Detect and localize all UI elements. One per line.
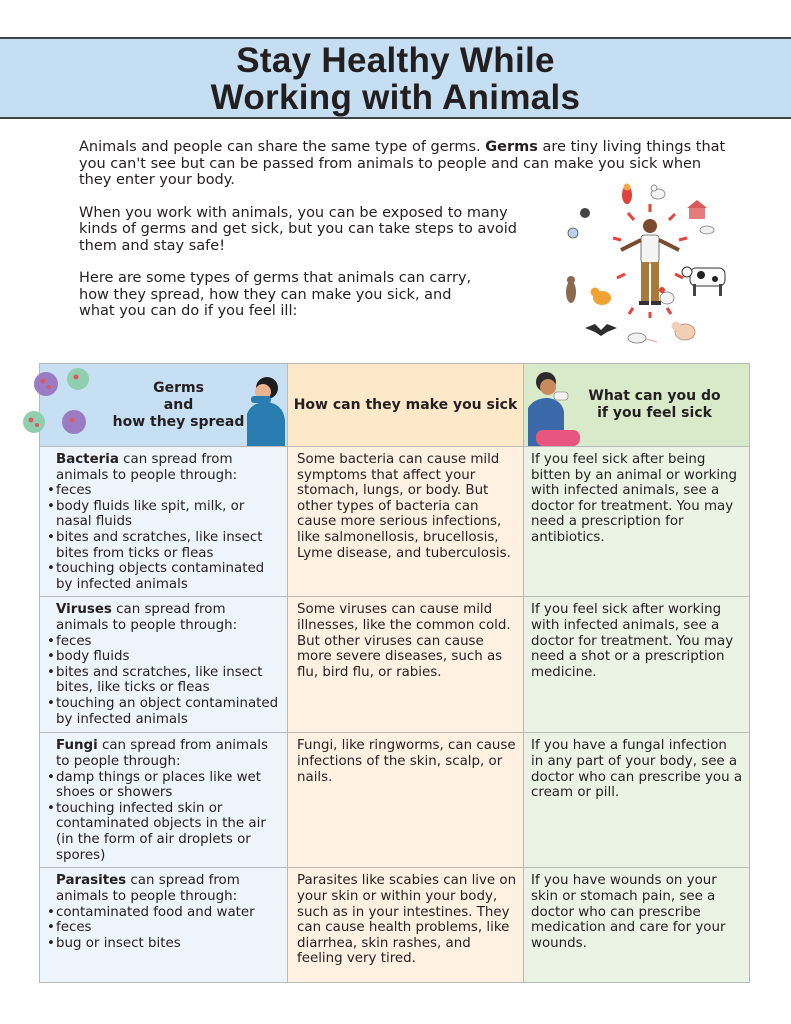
rooster-icon xyxy=(659,287,674,304)
page-title xyxy=(0,39,791,116)
cat-icon xyxy=(566,276,576,303)
action-text: If you have a fungal infection in any part of your body, see a doctor who can prescribe you a cream or pill. xyxy=(531,738,743,801)
list-item: • contaminated food and water xyxy=(47,905,281,921)
person-icon xyxy=(621,219,679,305)
action-text: If you feel sick after working with infected animals, see a doctor for treatment. You may need a shot or a prescription medicine. xyxy=(531,602,734,680)
coughing-person-icon xyxy=(241,370,287,446)
germs-table xyxy=(39,363,750,983)
list-item: • touching infected skin or contaminated objects in the air (in the form of air droplets or spores) xyxy=(47,801,281,863)
spread-text: can spread from animals to people through: xyxy=(56,602,238,633)
header-germs xyxy=(40,364,288,447)
pig-icon xyxy=(672,322,696,341)
germ-name: Bacteria xyxy=(56,452,119,467)
action-text: If you have wounds on your skin or stomach pain, see a doctor who can prescribe medication and care for your wounds. xyxy=(531,873,726,951)
duck-icon xyxy=(651,185,665,199)
sick-person-icon xyxy=(524,368,580,446)
title-banner xyxy=(0,37,791,119)
action-cell-viruses xyxy=(524,597,750,733)
parrot-icon xyxy=(622,184,632,205)
header-what-line-2: if you feel sick xyxy=(597,405,712,421)
sick-cell-fungi xyxy=(288,733,524,868)
intro-paragraph-3: Here are some types of germs that animals can carry, how they spread, how they can make you sick, and what you can do if you feel ill: xyxy=(79,270,472,319)
title-line-1: Stay Healthy While xyxy=(236,41,555,80)
list-item: • feces xyxy=(47,634,281,650)
spread-text: can spread from animals to people through: xyxy=(56,873,240,904)
table-row xyxy=(40,868,750,983)
bug-icon xyxy=(580,208,590,218)
table-row xyxy=(40,597,750,733)
spread-text: can spread from animals to people through: xyxy=(56,452,238,483)
action-cell-fungi xyxy=(524,733,750,868)
germ-name: Parasites xyxy=(56,873,127,889)
spread-lead xyxy=(56,738,281,769)
spread-lead xyxy=(56,602,281,633)
sick-text: Parasites like scabies can live on your skin or within your body, such as in your intestines. They can cause health problems, like diarrhea, skin rashes, and feeling very tired. xyxy=(297,873,517,967)
action-text: If you feel sick after being bitten by an animal or working with infected animals, see a doctor for treatment. You may need a prescription for antibiotics. xyxy=(531,452,738,545)
intro-paragraph-2: When you work with animals, you can be exposed to many kinds of germs and get sick, but you can take steps to avoid them and stay safe! xyxy=(79,204,518,254)
sick-cell-viruses xyxy=(288,597,524,733)
spread-list xyxy=(47,634,281,728)
header-germs-line-3: how they spread xyxy=(112,413,245,430)
sick-cell-bacteria xyxy=(288,447,524,597)
hamster-icon xyxy=(700,226,714,234)
header-how-sick xyxy=(288,364,524,447)
sick-text: Fungi, like ringworms, can cause infections of the skin, scalp, or nails. xyxy=(297,738,516,785)
list-item: • damp things or places like wet shoes or showers xyxy=(47,770,281,801)
germ-name: Viruses xyxy=(56,602,112,618)
rat-icon xyxy=(628,333,657,343)
spread-cell-viruses xyxy=(40,597,288,733)
header-germs-line-2: and xyxy=(163,396,194,413)
header-germs-line-1: Germs xyxy=(153,379,204,396)
spread-list xyxy=(47,483,281,592)
spread-lead xyxy=(56,873,281,904)
mosquito-icon xyxy=(568,228,578,238)
spread-cell-bacteria xyxy=(40,447,288,597)
spread-text: can spread from animals to people through: xyxy=(56,738,268,769)
spread-cell-fungi xyxy=(40,733,288,868)
spread-list xyxy=(47,905,281,952)
germ-name: Fungi xyxy=(56,738,98,754)
header-what-line-1: What can you do xyxy=(588,388,721,404)
animals-illustration xyxy=(555,180,745,360)
header-how-sick-text: How can they make you sick xyxy=(293,396,518,413)
list-item: • feces xyxy=(47,920,281,936)
intro-text: Animals and people can share the same type of germs. xyxy=(79,139,486,155)
spread-list xyxy=(47,770,281,864)
orange-cat-icon xyxy=(591,288,612,306)
germ-cluster-icon xyxy=(18,364,103,446)
list-item: • bug or insect bites xyxy=(47,936,281,952)
barn-icon xyxy=(687,200,707,219)
list-item: • touching an object contaminated by infected animals xyxy=(47,696,281,727)
sick-text: Some viruses can cause mild illnesses, like the common cold. But other viruses can cause more severe diseases, such as flu, bird flu, or rabies. xyxy=(297,602,511,680)
list-item: • body fluids like spit, milk, or nasal fluids xyxy=(47,499,281,530)
list-item: • bites and scratches, like insect bites from ticks or fleas xyxy=(47,530,281,561)
list-item: • touching objects contaminated by infected animals xyxy=(47,561,281,592)
spread-cell-parasites xyxy=(40,868,288,983)
list-item: • bites and scratches, like insect bites, like ticks or fleas xyxy=(47,665,281,696)
action-cell-parasites xyxy=(524,868,750,983)
intro-bold-term: Germs xyxy=(485,139,538,155)
header-what-to-do xyxy=(524,364,750,447)
list-item: • body fluids xyxy=(47,649,281,665)
title-line-2: Working with Animals xyxy=(210,78,581,117)
bat-icon xyxy=(585,324,617,336)
sick-text: Some bacteria can cause mild symptoms that affect your stomach, lungs, or body. But other types of bacteria can cause more serious infections, like salmonellosis, brucellosis, Lyme disease, and tuberculosis. xyxy=(297,452,511,561)
sick-cell-parasites xyxy=(288,868,524,983)
intro-text: are tiny living things that you can't see but can be passed from animals to people and can make you sick when they enter your body. xyxy=(79,139,726,188)
table-row xyxy=(40,733,750,868)
list-item: • feces xyxy=(47,483,281,499)
action-cell-bacteria xyxy=(524,447,750,597)
cow-icon xyxy=(682,267,725,296)
table-header-row xyxy=(40,364,750,447)
spread-lead xyxy=(56,452,281,483)
table-row xyxy=(40,447,750,597)
